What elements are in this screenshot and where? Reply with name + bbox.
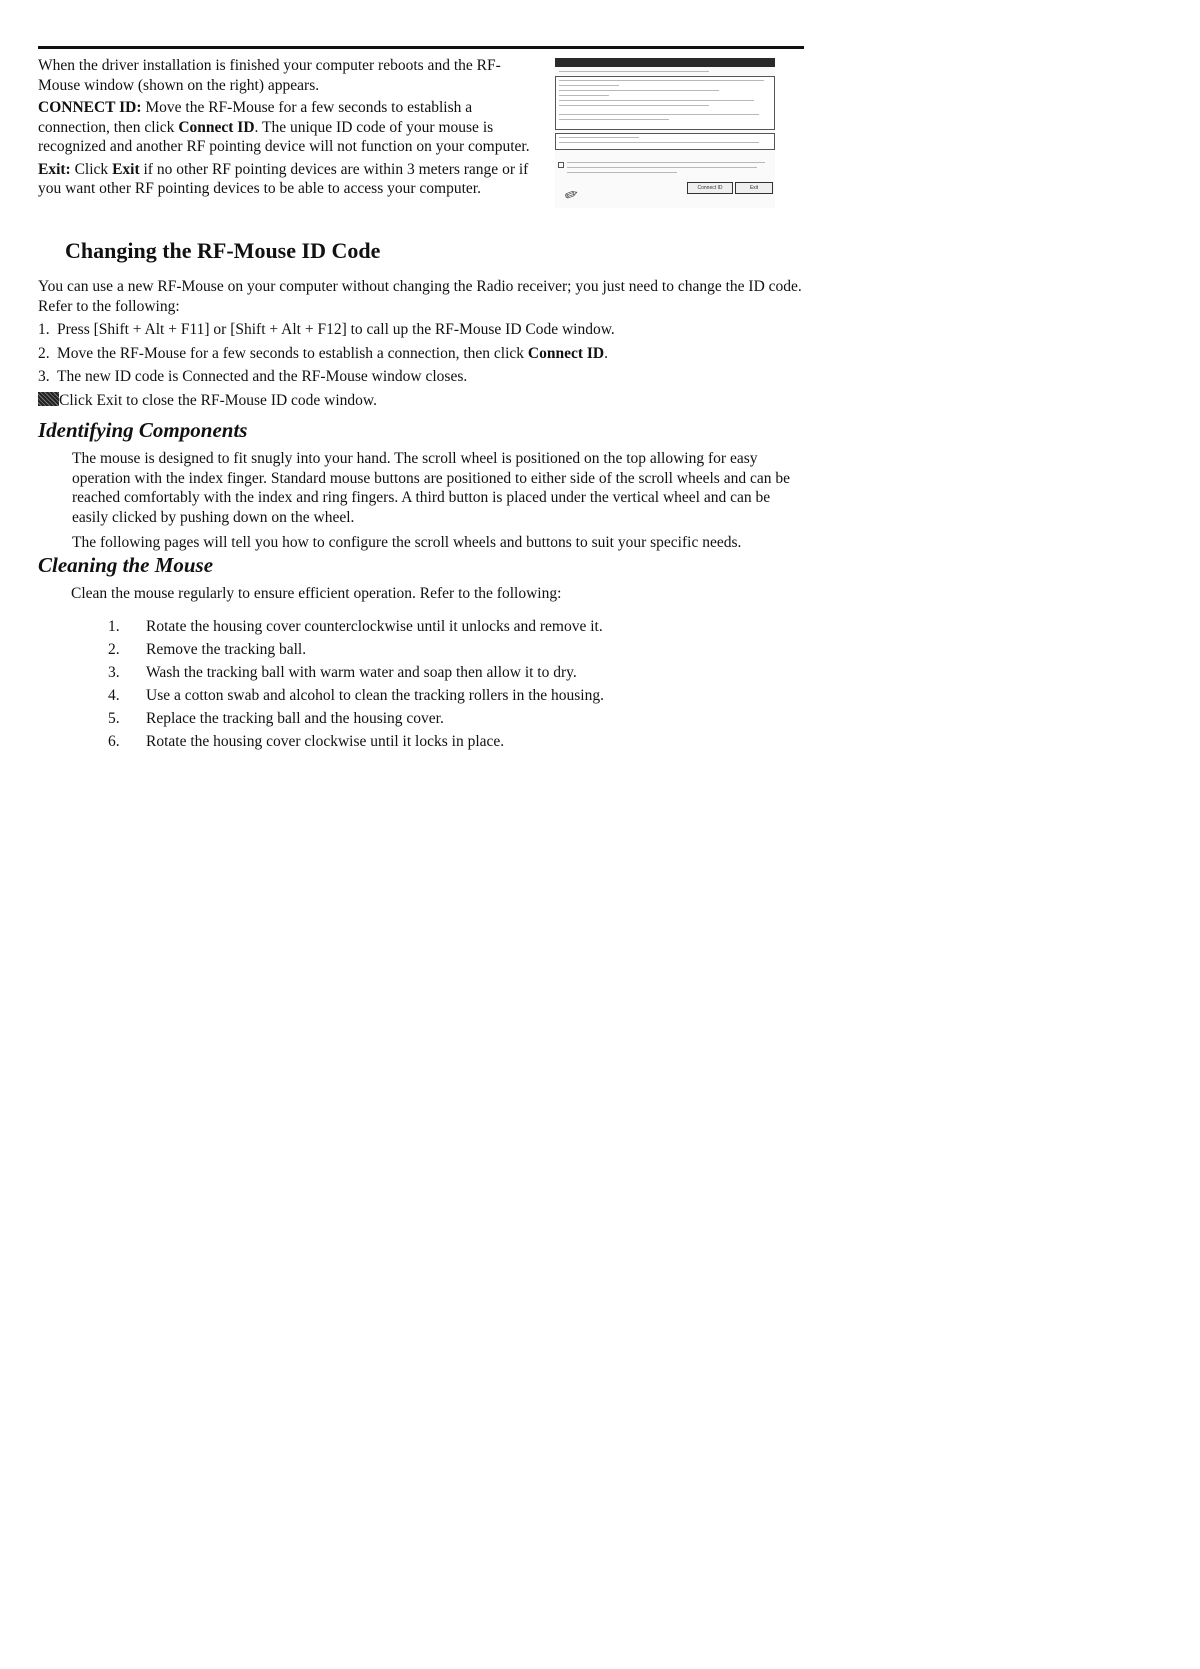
step-text: Wash the tracking ball with warm water and soap then allow it to dry.	[146, 664, 577, 681]
identify-paragraph-1: The mouse is designed to fit snugly into your hand. The scroll wheel is positioned on the top allowing for easy operation with the index finger. Standard mouse buttons are positioned to either side of the scroll wheels and can be reached comfortably with the index and ring fingers. A third button is placed under the vertical wheel and can be easily clicked by pushing down on the wheel.	[72, 450, 790, 526]
note-text: Click Exit to close the RF-Mouse ID code window.	[59, 392, 377, 409]
list-item	[38, 320, 615, 344]
list-item	[108, 617, 604, 640]
step-bold: Connect ID	[527, 344, 605, 362]
blurred-text-line	[559, 105, 709, 106]
connect-id-label: CONNECT ID:	[38, 99, 142, 116]
exit-bold: Exit	[112, 160, 140, 178]
step-number: 1.	[108, 618, 120, 635]
change-id-intro-text: You can use a new RF-Mouse on your computer without changing the Radio receiver; you just need to change the ID code. Refer to the following:	[38, 278, 802, 315]
top-rule	[38, 46, 804, 49]
intro-block	[38, 56, 538, 202]
connect-text-a: Move the RF-Mouse for a few seconds to establish a connection, then click	[38, 99, 473, 136]
list-item	[38, 367, 615, 391]
list-item	[108, 640, 604, 663]
screenshot-titlebar	[555, 58, 775, 67]
blurred-text-line	[567, 162, 765, 163]
screenshot-status-box	[555, 133, 775, 150]
intro-paragraph: When the driver installation is finished your computer reboots and the RF-Mouse window (shown on the right) appears.	[38, 57, 501, 94]
step-text: Rotate the housing cover counterclockwise until it unlocks and remove it.	[146, 618, 603, 635]
list-item	[108, 663, 604, 686]
step-text-a: Move the RF-Mouse for a few seconds to establish a connection, then click	[57, 344, 528, 362]
note-row	[38, 391, 377, 411]
cleaning-heading: Cleaning the Mouse	[38, 553, 214, 577]
blurred-text-line	[559, 80, 764, 81]
screenshot-info-box	[555, 76, 775, 130]
blurred-text-line	[559, 119, 669, 120]
exit-text-b: if no other RF pointing devices are within 3 meters range or if you want other RF pointing devices to be able to access your computer.	[38, 160, 529, 197]
blurred-text-line	[559, 137, 639, 138]
note-icon	[38, 392, 59, 406]
blurred-text-line	[567, 172, 677, 173]
change-id-steps	[38, 320, 615, 391]
connect-text-b: . The unique ID code of your mouse is recognized and another RF pointing device will not function on your computer.	[38, 118, 530, 155]
step-text: Replace the tracking ball and the housing cover.	[146, 710, 444, 727]
list-item	[108, 709, 604, 732]
identifying-components-body	[72, 449, 802, 553]
connect-id-paragraph	[38, 98, 538, 157]
step-text: Remove the tracking ball.	[146, 641, 307, 658]
blurred-text-line	[559, 100, 754, 101]
cleaning-steps	[108, 617, 604, 755]
blurred-text-line	[559, 71, 709, 72]
blurred-text-line	[567, 167, 757, 168]
blurred-text-line	[559, 142, 759, 143]
identifying-components-heading: Identifying Components	[38, 418, 248, 442]
exit-label: Exit:	[38, 160, 71, 178]
step-text: Press [Shift + Alt + F11] or [Shift + Alt + F12] to call up the RF-Mouse ID Code window.	[57, 321, 615, 338]
identify-paragraph-2: The following pages will tell you how to configure the scroll wheels and buttons to suit your specific needs.	[72, 534, 742, 551]
list-item	[38, 344, 615, 368]
step-number: 3.	[38, 368, 50, 385]
blurred-text-line	[559, 85, 619, 86]
list-item	[108, 686, 604, 709]
step-number: 2.	[38, 344, 50, 362]
blurred-text-line	[559, 90, 719, 91]
screenshot-exit-button[interactable]: Exit	[735, 182, 773, 194]
step-number: 6.	[108, 733, 120, 750]
step-number: 1.	[38, 321, 50, 338]
screenshot-connect-id-button[interactable]: Connect ID	[687, 182, 733, 194]
rf-mouse-window-screenshot	[555, 58, 775, 208]
step-text: The new ID code is Connected and the RF-Mouse window closes.	[57, 368, 468, 385]
step-text: Use a cotton swab and alcohol to clean the tracking rollers in the housing.	[146, 687, 604, 704]
exit-text-a: Click	[70, 160, 113, 178]
step-number: 4.	[108, 687, 120, 704]
list-item	[108, 732, 604, 755]
step-number: 3.	[108, 664, 120, 681]
screenshot-checkbox[interactable]	[558, 162, 564, 168]
step-number: 5.	[108, 710, 120, 727]
connect-id-bold: Connect ID	[178, 118, 255, 136]
blurred-text-line	[559, 95, 609, 96]
step-number: 2.	[108, 641, 120, 658]
mouse-logo-icon: ✏	[562, 185, 582, 206]
exit-paragraph	[38, 160, 538, 199]
change-id-intro	[38, 277, 808, 316]
cleaning-intro: Clean the mouse regularly to ensure efficient operation. Refer to the following:	[71, 585, 562, 602]
step-text-b: .	[604, 344, 609, 362]
blurred-text-line	[559, 114, 759, 115]
change-id-heading: Changing the RF-Mouse ID Code	[65, 238, 381, 263]
step-text: Rotate the housing cover clockwise until it locks in place.	[146, 733, 505, 750]
